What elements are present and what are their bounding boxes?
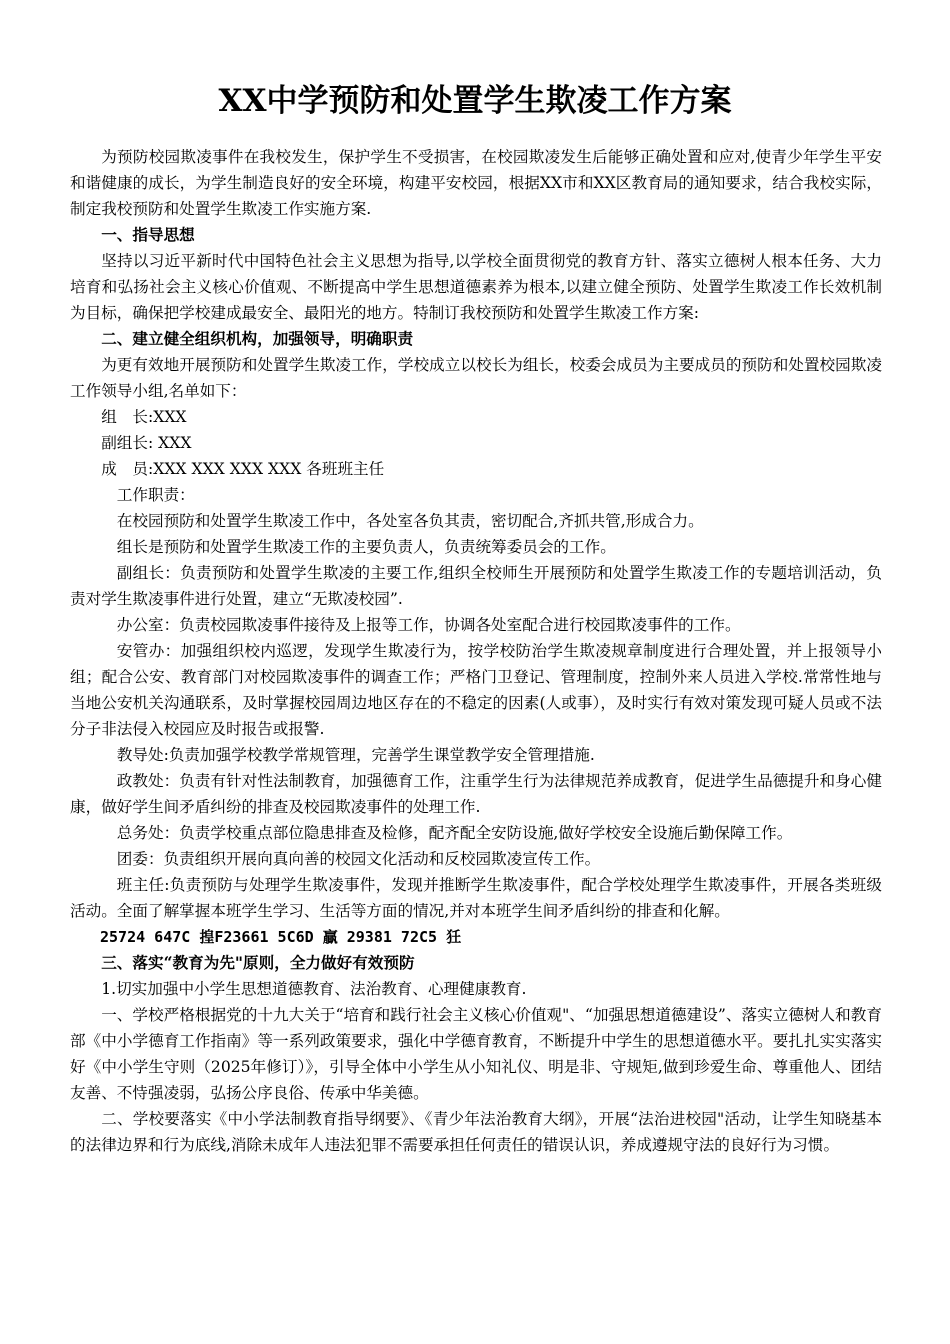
duty-all-paragraph: 在校园预防和处置学生欺凌工作中，各处室各负其责，密切配合,齐抓共管,形成合力。 xyxy=(116,512,704,530)
duty-office-paragraph: 办公室：负责校园欺凌事件接待及上报等工作，协调各处室配合进行校园欺凌事件的工作。 xyxy=(116,616,741,634)
item-1: 1.切实加强中小学生思想道德教育、法治教育、心理健康教育. xyxy=(101,980,527,998)
duty-class-teacher-paragraph: 班主任:负责预防与处理学生欺凌事件，发现并推断学生欺凌事件，配合学校处理学生欺凌事件，开展各类班级活动。全面了解掌握本班学生学习、生活等方面的情况,并对本班学生间矛盾纠纷的排查和化解。 xyxy=(70,876,882,920)
duty-vice-leader-paragraph: 副组长：负责预防和处置学生欺凌的主要工作,组织全校师生开展预防和处置学生欺凌工作的专题培训活动，负责对学生欺凌事件进行处置，建立“无欺凌校园”. xyxy=(70,564,882,608)
members-line: 成 员:XXX XXX XXX XXX 各班班主任 xyxy=(101,460,385,478)
document-body xyxy=(70,144,882,1158)
duty-teaching-paragraph: 教导处:负责加强学校教学常规管理，完善学生课堂教学安全管理措施. xyxy=(116,746,595,764)
moral-education-paragraph: 一、学校严格根据党的十九大关于“培育和践行社会主义核心价值观"、“加强思想道德建设”、落实立德树人和教育部《中小学德育工作指南》等一系列政策要求，强化中学德育教育，不断提升中学生的思想道德水平。要扎扎实实落实好《中小学生守则（2025年修订）》，引导全体中小学生从小知礼仪、明是非、守规矩,做到珍爱生命、尊重他人、团结友善、不恃强凌弱，弘扬公序良俗、传承中华美德。 xyxy=(70,1006,882,1102)
vice-leader-line: 副组长: XXX xyxy=(101,434,192,452)
leader-line: 组 长:XXX xyxy=(101,408,187,426)
document-title: XX中学预防和处置学生欺凌工作方案 xyxy=(218,83,732,119)
duty-title: 工作职责： xyxy=(116,486,195,504)
duty-leader-paragraph: 组长是预防和处置学生欺凌工作的主要负责人，负责统筹委员会的工作。 xyxy=(116,538,616,556)
code-line: 25724 647C 揘F23661 5C6D 贏 29381 72C5 狅 xyxy=(100,928,462,946)
duty-security-paragraph: 安管办：加强组织校内巡逻，发现学生欺凌行为，按学校防治学生欺凌规章制度进行合理处置，并上报领导小组；配合公安、教育部门对校园欺凌事件的调查工作；严格门卫登记、管理制度，控制外来人员进入学校.常常性地与当地公安机关沟通联系，及时掌握校园周边地区存在的不稳定的因素(人或事），及时实行有效对策发现可疑人员或不法分子非法侵入校园应及时报告或报警. xyxy=(70,642,882,738)
section-heading-2: 二、建立健全组织机构，加强领导，明确职责 xyxy=(101,329,414,348)
organization-paragraph: 为更有效地开展预防和处置学生欺凌工作，学校成立以校长为组长，校委会成员为主要成员的预防和处置校园欺凌工作领导小组,名单如下： xyxy=(70,356,882,400)
legal-education-paragraph: 二、学校要落实《中小学法制教育指导纲要》、《青少年法治教育大纲》，开展“法治进校园"活动，让学生知晓基本的法律边界和行为底线,消除未成年人违法犯罪不需要承担任何责任的错误认识，养成遵规守法的良好行为习惯。 xyxy=(70,1110,882,1154)
duty-league-paragraph: 团委：负责组织开展向真向善的校园文化活动和反校园欺凌宣传工作。 xyxy=(116,850,601,868)
intro-paragraph: 为预防校园欺凌事件在我校发生，保护学生不受损害，在校园欺凌发生后能够正确处置和应对,使青少年学生平安和谐健康的成长，为学生制造良好的安全环境，构建平安校园，根据XX市和XX区教育局的通知要求，结合我校实际，制定我校预防和处置学生欺凌工作实施方案. xyxy=(70,148,882,218)
guiding-ideology-paragraph: 坚持以习近平新时代中国特色社会主义思想为指导,以学校全面贯彻党的教育方针、落实立德树人根本任务、大力培育和弘扬社会主义核心价值观、不断提高中学生思想道德素养为根本,以建立健全预防、处置学生欺凌工作长效机制为目标，确保把学校建成最安全、最阳光的地方。特制订我校预防和处置学生欺凌工作方案: xyxy=(70,252,882,322)
section-heading-1: 一、指导思想 xyxy=(101,225,195,244)
duty-general-paragraph: 总务处：负责学校重点部位隐患排查及检修，配齐配全安防设施,做好学校安全设施后勤保障工作。 xyxy=(116,824,793,842)
section-heading-3: 三、落实“教育为先"原则，全力做好有效预防 xyxy=(101,953,415,972)
duty-political-paragraph: 政教处：负责有针对性法制教育，加强德育工作，注重学生行为法律规范养成教育，促进学生品德提升和身心健康，做好学生间矛盾纠纷的排查及校园欺凌事件的处理工作. xyxy=(70,772,882,816)
